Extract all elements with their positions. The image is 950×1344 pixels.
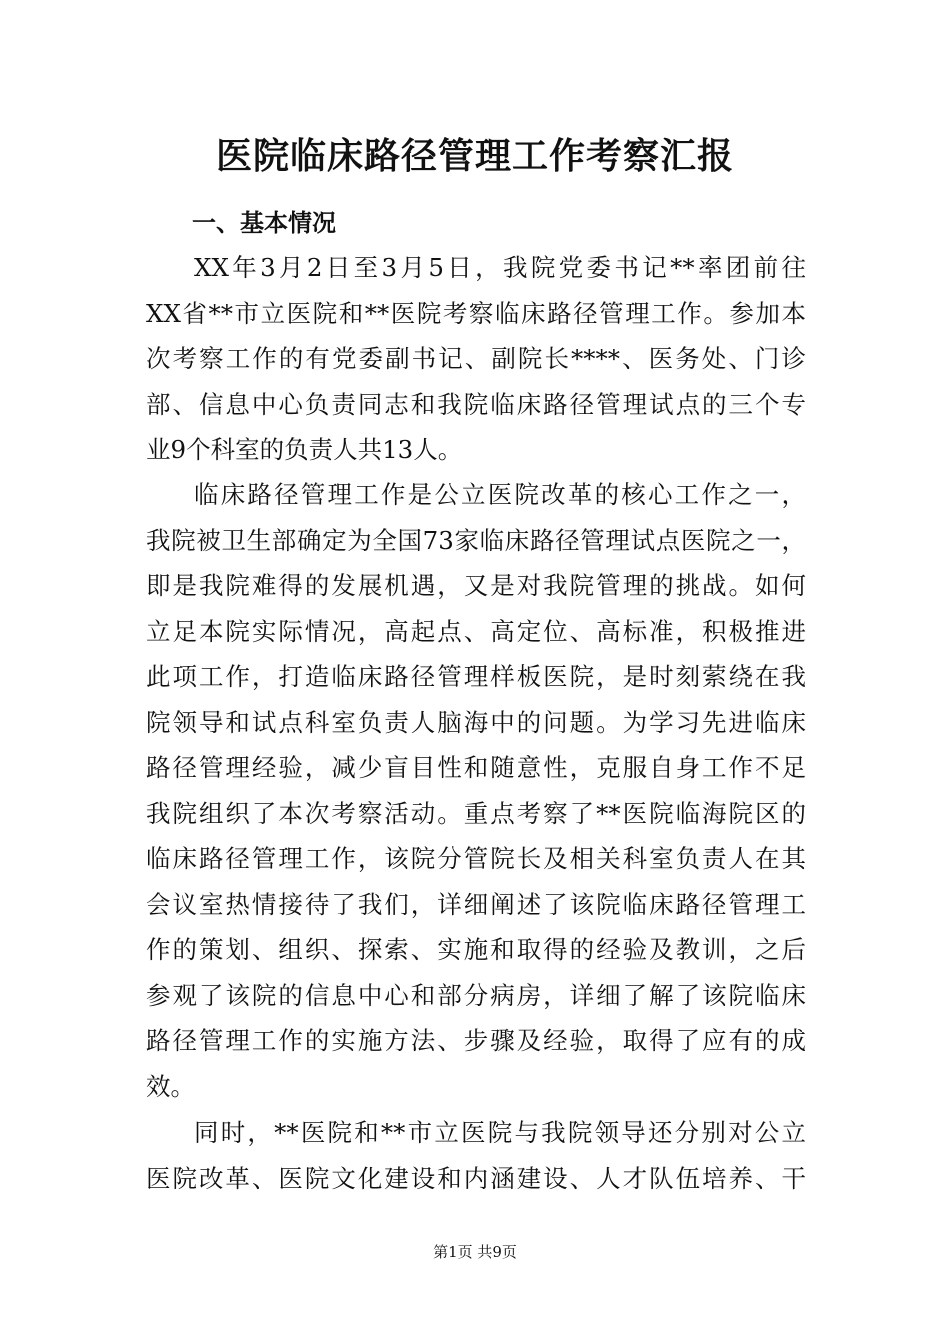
paragraph-line: 院领导和试点科室负责人脑海中的问题。为学习先进临床	[146, 707, 806, 737]
paragraph-3	[146, 1110, 806, 1201]
paragraph-line: 作的策划、组织、探索、实施和取得的经验及教训，之后	[146, 935, 806, 964]
paragraph-line: XX年3月2日至3月5日，我院党委书记**率团前往	[194, 253, 806, 282]
document-title: 医院临床路径管理工作考察汇报	[215, 135, 734, 177]
paragraph-line: 我院被卫生部确定为全国73家临床路径管理试点医院之一，	[146, 525, 806, 555]
section-heading: 一、基本情况	[192, 209, 336, 237]
paragraph-line: 效。	[146, 1071, 195, 1101]
paragraph-line: 此项工作，打造临床路径管理样板医院，是时刻萦绕在我	[146, 662, 806, 691]
paragraph-line: 会议室热情接待了我们，详细阐述了该院临床路径管理工	[146, 889, 806, 919]
paragraph-2	[146, 472, 806, 1109]
page-number-footer: 第1页 共9页	[433, 1243, 517, 1261]
paragraph-line: 路径管理工作的实施方法、步骤及经验，取得了应有的成	[146, 1026, 806, 1055]
paragraph-line: XX省**市立医院和**医院考察临床路径管理工作。参加本	[146, 298, 806, 328]
paragraph-line: 同时，**医院和**市立医院与我院领导还分别对公立	[194, 1118, 806, 1147]
paragraph-line: 参观了该院的信息中心和部分病房，详细了解了该院临床	[146, 980, 806, 1010]
paragraph-line: 医院改革、医院文化建设和内涵建设、人才队伍培养、干	[146, 1163, 806, 1193]
paragraph-line: 我院组织了本次考察活动。重点考察了**医院临海院区的	[146, 798, 806, 828]
paragraph-line: 临床路径管理工作是公立医院改革的核心工作之一，	[194, 480, 806, 509]
paragraph-line: 业9个科室的负责人共13人。	[146, 435, 463, 464]
paragraph-line: 即是我院难得的发展机遇，又是对我院管理的挑战。如何	[146, 571, 806, 600]
paragraph-1	[146, 245, 806, 473]
paragraph-line: 次考察工作的有党委副书记、副院长****、医务处、门诊	[146, 344, 806, 373]
paragraph-line: 部、信息中心负责同志和我院临床路径管理试点的三个专	[146, 389, 806, 419]
paragraph-line: 临床路径管理工作，该院分管院长及相关科室负责人在其	[146, 844, 806, 873]
paragraph-line: 路径管理经验，减少盲目性和随意性，克服自身工作不足	[146, 753, 806, 782]
paragraph-line: 立足本院实际情况，高起点、高定位、高标准，积极推进	[146, 616, 806, 646]
